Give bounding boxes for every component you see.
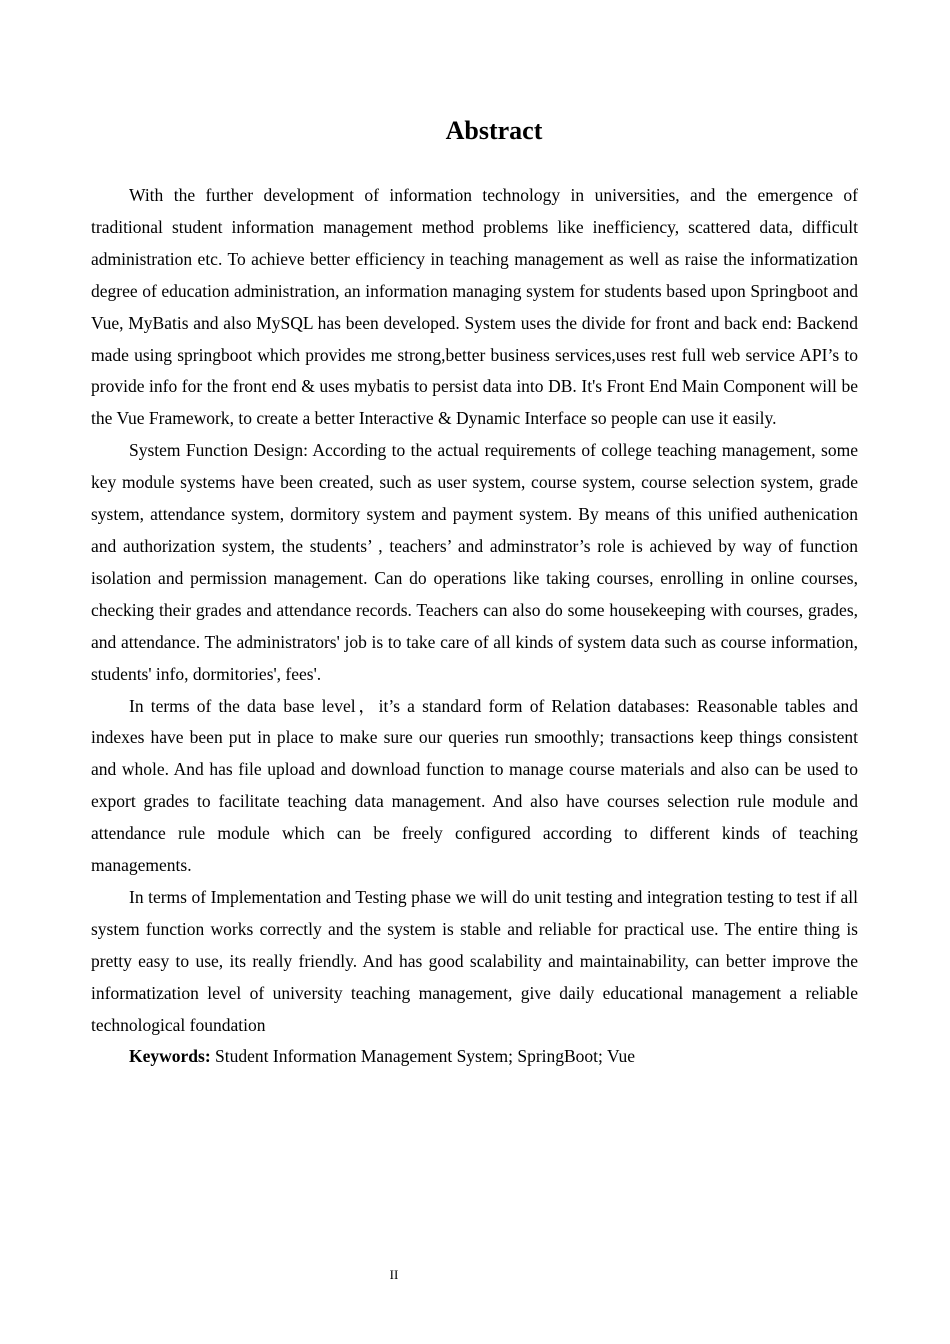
abstract-paragraph-2: System Function Design: According to the actual requirements of college teaching management, some key module systems have been created, such as user system, course system, course selection system, grade system, attendance system, dormitory system and payment system. By means of this unified authenication and authorization system, the students’ , teachers’ and adminstrator’s role is achieved by way of function isolation and permission management. Can do operations like taking courses, enrolling in online courses, checking their grades and attendance records. Teachers can also do some housekeeping with courses, grades, and attendance. The administrators' job is to take care of all kinds of system data such as course information, students' info, dormitories', fees'. [91, 440, 858, 684]
keywords-text: Student Information Management System; SpringBoot; Vue [210, 1046, 636, 1067]
abstract-title: Abstract [445, 116, 543, 145]
page-number: II [389, 1267, 399, 1282]
abstract-body [91, 180, 858, 1073]
abstract-paragraph-4: In terms of Implementation and Testing phase we will do unit testing and integration testing to test if all system function works correctly and the system is stable and reliable for practical use. The entire thing is pretty easy to use, its really friendly. And has good scalability and maintainability, can better improve the informatization level of university teaching management, give daily educational management a reliable technological foundation [91, 886, 858, 1035]
abstract-paragraph-3: In terms of the data base level，it’s a standard form of Relation databases: Reasonable tables and indexes have been put in place to make sure our queries run smoothly; transactions keep things consistent and whole. And has file upload and download function to manage course materials and also can be used to export grades to facilitate teaching data management. And also have courses selection rule module and attendance rule module which can be freely configured according to different kinds of teaching managements. [91, 695, 858, 876]
keywords-label: Keywords: [129, 1046, 211, 1067]
abstract-paragraph-1: With the further development of information technology in universities, and the emergence of traditional student information management method problems like inefficiency, scattered data, difficult administration etc. To achieve better efficiency in teaching management as well as raise the informatization degree of education administration, an information managing system for students based upon Springboot and Vue, MyBatis and also MySQL has been developed. System uses the divide for front and back end: Backend made using springboot which provides me strong,better business services,uses rest full web service API’s to provide info for the front end & uses mybatis to persist data into DB. It's Front End Main Component will be the Vue Framework, to create a better Interactive & Dynamic Interface so people can use it easily. [91, 185, 858, 429]
keywords-line [91, 1041, 858, 1073]
